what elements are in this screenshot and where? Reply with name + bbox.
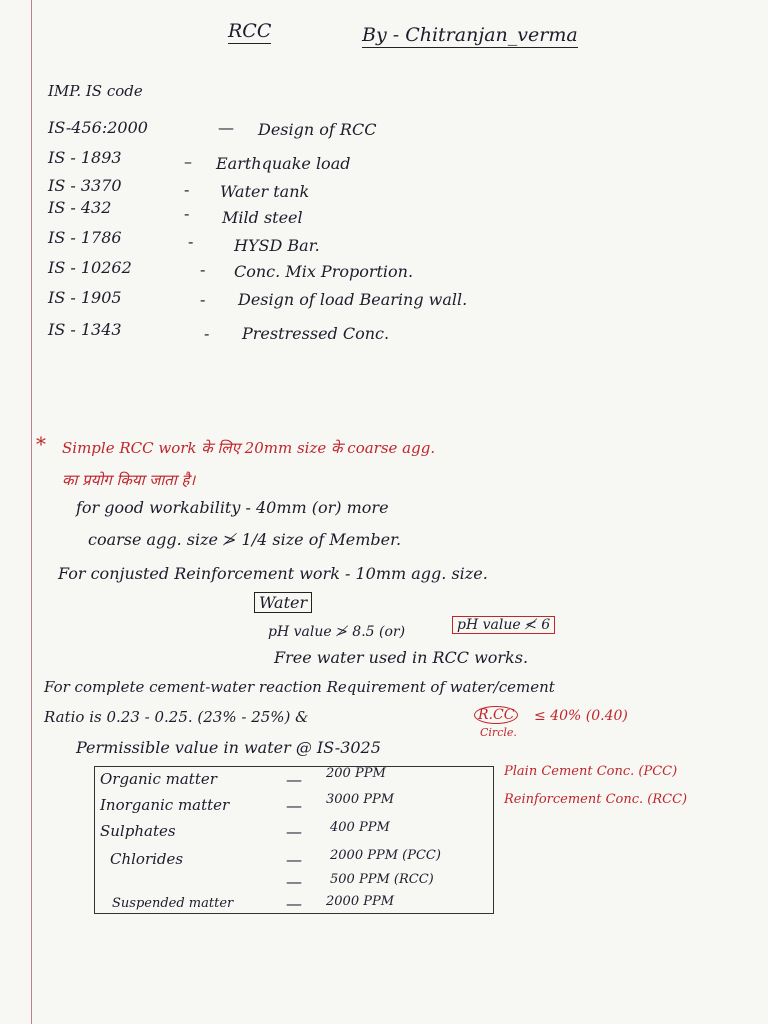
page-margin-line (31, 0, 32, 1024)
dash: — (286, 770, 302, 789)
ratio-suffix: ≤ 40% (0.40) (534, 708, 628, 724)
is-code-7: IS - 1905 (48, 288, 122, 307)
is-code-5: IS - 1786 (48, 228, 122, 247)
is-code-8: IS - 1343 (48, 320, 122, 339)
is-desc-6: Conc. Mix Proportion. (234, 262, 414, 281)
ph-lower-limit: pH value ≮ 6 (452, 616, 555, 634)
is-desc-8: Prestressed Conc. (242, 324, 390, 343)
page-title: RCC (228, 20, 272, 42)
dash: - (200, 260, 206, 279)
dash: — (286, 850, 302, 869)
is-desc-7: Design of load Bearing wall. (238, 290, 468, 309)
table-name-2: Inorganic matter (100, 796, 230, 814)
author-line: By - Chitranjan_verma (362, 24, 578, 46)
dash: - (200, 290, 206, 309)
dash: - (184, 204, 190, 223)
dash: — (218, 118, 234, 137)
is-code-2: IS - 1893 (48, 148, 122, 167)
ph-upper-limit: pH value ≯ 8.5 (or) (268, 624, 406, 640)
legend-rcc: Reinforcement Conc. (RCC) (504, 792, 688, 807)
table-name-4: Chlorides (110, 850, 184, 868)
is-code-6: IS - 10262 (48, 258, 132, 277)
table-value-1: 200 PPM (326, 766, 386, 781)
dash: — (286, 796, 302, 815)
dash: - (204, 324, 210, 343)
table-value-4: 2000 PPM (PCC) (330, 848, 441, 863)
table-name-1: Organic matter (100, 770, 217, 788)
table-name-6: Suspended matter (112, 896, 234, 911)
table-value-5: 500 PPM (RCC) (330, 872, 434, 887)
note-line-4: coarse agg. size ≯ 1/4 size of Member. (88, 530, 402, 549)
is-code-3: IS - 3370 (48, 176, 122, 195)
legend-pcc: Plain Cement Conc. (PCC) (504, 764, 678, 779)
is-code-4: IS - 432 (48, 198, 112, 217)
star-bullet: * (36, 432, 46, 456)
note-line-3: for good workability - 40mm (or) more (76, 498, 389, 517)
table-value-2: 3000 PPM (326, 792, 395, 807)
free-water-note: Free water used in RCC works. (274, 648, 529, 667)
is-code-heading: IMP. IS code (48, 82, 143, 100)
dash: — (286, 872, 302, 891)
is-desc-3: Water tank (220, 182, 310, 201)
is-code-1: IS-456:2000 (48, 118, 148, 137)
table-value-3: 400 PPM (330, 820, 390, 835)
circle-note: Circle. (480, 726, 517, 739)
is-desc-2: Earthquake load (216, 154, 351, 173)
table-value-6: 2000 PPM (326, 894, 395, 909)
note-line-5: For conjusted Reinforcement work - 10mm agg. size. (58, 564, 488, 583)
dash: — (286, 894, 302, 913)
note-line-2: का प्रयोग किया जाता है। (62, 471, 196, 489)
reaction-note: For complete cement-water reaction Requirement of water/cement (44, 678, 555, 696)
is-desc-4: Mild steel (222, 208, 303, 227)
table-name-3: Sulphates (100, 822, 176, 840)
water-heading: Water (254, 592, 312, 613)
permissible-heading: Permissible value in water @ IS-3025 (76, 738, 381, 757)
note-line-1: Simple RCC work के लिए 20mm size के coarse agg. (62, 439, 436, 457)
ratio-prefix: Ratio is 0.23 - 0.25. (23% - 25%) & (44, 708, 309, 726)
dash: – (184, 152, 192, 171)
dash: - (188, 232, 194, 251)
is-desc-1: Design of RCC (258, 120, 377, 139)
is-desc-5: HYSD Bar. (234, 236, 320, 255)
rcc-circled: R.CC (474, 706, 518, 724)
dash: — (286, 822, 302, 841)
dash: - (184, 180, 190, 199)
